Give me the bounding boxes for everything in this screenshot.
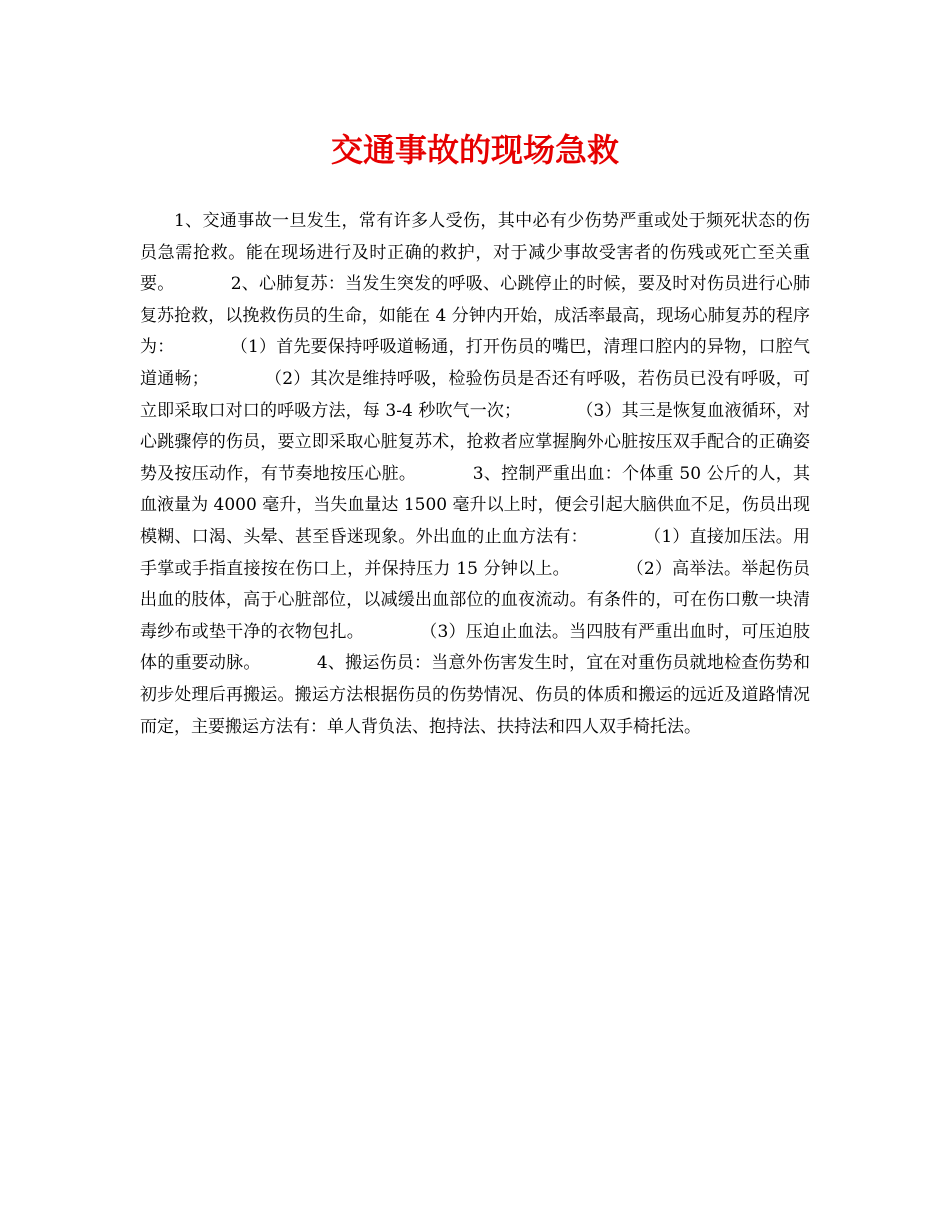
document-body: 1、交通事故一旦发生，常有许多人受伤，其中必有少伤势严重或处于频死状态的伤员急需抢救。能在现场进行及时正确的救护，对于减少事故受害者的伤残或死亡至关重要。 2、心肺复苏：当发生突发的呼吸、心跳停止的时候，要及时对伤员进行心肺复苏抢救，以挽救伤员的生命，如能在 4 分钟内开始，成活率最高，现场心肺复苏的程序为： （1）首先要保持呼吸道畅通，打开伤员的嘴巴，清理口腔内的异物，口腔气道通畅； （2）其次是维持呼吸，检验伤员是否还有呼吸，若伤员已没有呼吸，可立即采取口对口的呼吸方法，每 3-4 秒吹气一次； （3）其三是恢复血液循环，对心跳骤停的伤员，要立即采取心脏复苏术，抢救者应掌握胸外心脏按压双手配合的正确姿势及按压动作，有节奏地按压心脏。 3、控制严重出血：个体重 50 公斤的人，其血液量为 4000 毫升，当失血量达 1500 毫升以上时，便会引起大脑供血不足，伤员出现模糊、口渴、头晕、甚至昏迷现象。外出血的止血方法有： （1）直接加压法。用手掌或手指直接按在伤口上，并保持压力 15 分钟以上。 （2）高举法。举起伤员出血的肢体，高于心脏部位，以减缓出血部位的血夜流动。有条件的，可在伤口敷一块清毒纱布或垫干净的衣物包扎。 （3）压迫止血法。当四肢有严重出血时，可压迫肢体的重要动脉。 4、搬运伤员：当意外伤害发生时，宜在对重伤员就地检查伤势和初步处理后再搬运。搬运方法根据伤员的伤势情况、伤员的体质和搬运的远近及道路情况而定，主要搬运方法有：单人背负法、抱持法、扶持法和四人双手椅托法。 — [140, 211, 810, 737]
document-title: 交通事故的现场急救 — [330, 131, 619, 169]
